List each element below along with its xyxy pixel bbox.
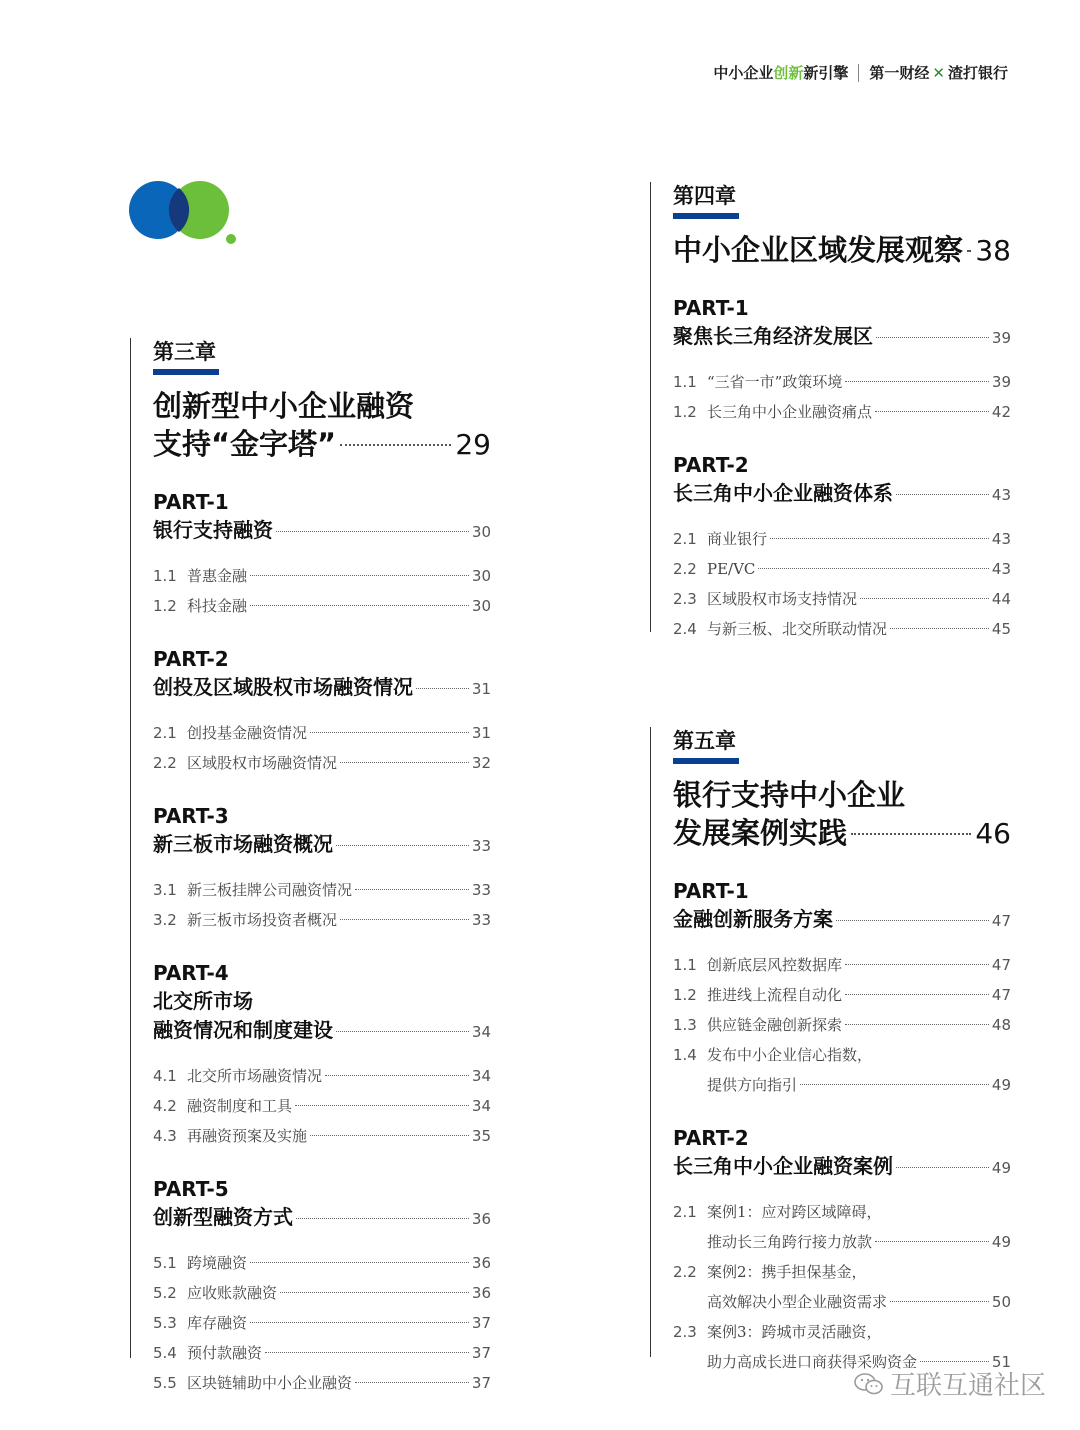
item-page: 49: [991, 1076, 1011, 1094]
item-text: 案例2：携手担保基金，: [707, 1263, 867, 1281]
toc-item: [673, 614, 1011, 644]
leader-dots: [340, 444, 451, 446]
ch4-part1: [673, 294, 1011, 427]
toc-item: [153, 875, 491, 905]
leader-dots: [896, 1167, 989, 1168]
item-text: 跨境融资: [187, 1254, 248, 1272]
chapter3-bar: [153, 369, 219, 375]
chapter4-title: 中小企业区域发展观察: [673, 233, 964, 267]
part-title: 创新型融资方式: [153, 1205, 293, 1229]
header-part2: 创新: [773, 64, 804, 82]
toc-item: [153, 561, 491, 591]
item-page: 31: [471, 724, 491, 742]
item-text: 助力高成长进口商获得采购资金: [707, 1353, 918, 1371]
watermark: [854, 1365, 1046, 1402]
toc-item: [673, 1317, 1011, 1347]
leader-dots: [250, 1322, 469, 1323]
item-text: 区域股权市场融资情况: [187, 754, 338, 772]
leader-dots: [758, 568, 989, 569]
item-page: 32: [471, 754, 491, 772]
chapter3-section: [130, 338, 491, 1392]
toc-item: [673, 950, 1011, 980]
item-page: 36: [471, 1254, 491, 1272]
item-page: 34: [471, 1067, 491, 1085]
item-num: 5.1: [153, 1254, 177, 1272]
leader-dots: [875, 1241, 989, 1242]
toc-item-continuation: [673, 1227, 1011, 1257]
item-text: 商业银行: [707, 530, 768, 548]
item-num: 5.3: [153, 1314, 177, 1332]
chapter4-bar: [673, 213, 739, 219]
part-page: 39: [991, 329, 1011, 347]
toc-item: [153, 718, 491, 748]
part-page: 43: [991, 486, 1011, 504]
item-page: 48: [991, 1016, 1011, 1034]
item-page: 30: [471, 567, 491, 585]
toc-item: [673, 554, 1011, 584]
ch4-part2: [673, 451, 1011, 644]
chapter5-title: [673, 776, 1011, 853]
leader-dots: [336, 1031, 469, 1032]
toc-item: [153, 905, 491, 935]
item-text: 长三角中小企业融资痛点: [707, 403, 873, 421]
part-title: 聚焦长三角经济发展区: [673, 324, 873, 348]
item-text: 区域股权市场支持情况: [707, 590, 858, 608]
leader-dots: [265, 1352, 469, 1353]
item-page: 33: [471, 911, 491, 929]
chapter3-label: 第三章: [153, 340, 216, 364]
part-page: 49: [991, 1159, 1011, 1177]
item-text: 案例3：跨城市灵活融资，: [707, 1323, 882, 1341]
toc-item: [153, 1338, 491, 1368]
leader-dots: [770, 538, 989, 539]
item-page: 34: [471, 1097, 491, 1115]
item-num: 4.3: [153, 1127, 177, 1145]
item-num: 3.1: [153, 881, 177, 899]
leader-dots: [845, 964, 989, 965]
leader-dots: [896, 494, 989, 495]
leader-dots: [250, 1262, 469, 1263]
item-num: 1.1: [673, 956, 697, 974]
item-page: 37: [471, 1344, 491, 1362]
part-title: 创投及区域股权市场融资情况: [153, 675, 413, 699]
leader-dots: [355, 1382, 469, 1383]
chapter3-title-line1: 创新型中小企业融资: [153, 389, 415, 423]
item-num: 1.3: [673, 1016, 697, 1034]
chapter4-section: [650, 182, 1011, 638]
item-page: 36: [471, 1284, 491, 1302]
item-num: 2.3: [673, 590, 697, 608]
part-label: PART-5: [153, 1177, 229, 1201]
part-label: PART-4: [153, 961, 229, 985]
item-num: 1.1: [153, 567, 177, 585]
leader-dots: [336, 845, 469, 846]
wechat-icon: [854, 1372, 884, 1396]
leader-dots: [310, 732, 469, 733]
logo-circles-icon: [128, 178, 240, 246]
item-text: 区块链辅助中小企业融资: [187, 1374, 353, 1392]
item-page: 33: [471, 881, 491, 899]
chapter5-bar: [673, 758, 739, 764]
part-page: 34: [471, 1023, 491, 1041]
leader-dots: [355, 889, 469, 890]
item-num: 2.1: [673, 530, 697, 548]
chapter5-title-line1: 银行支持中小企业: [673, 778, 906, 812]
toc-item: [673, 584, 1011, 614]
leader-dots: [325, 1075, 469, 1076]
leader-dots: [310, 1135, 469, 1136]
ch3-part2: [153, 645, 491, 778]
ch3-part4: [153, 959, 491, 1151]
item-text: 新三板市场投资者概况: [187, 911, 338, 929]
item-text: 应收账款融资: [187, 1284, 278, 1302]
item-num: 1.2: [153, 597, 177, 615]
item-num: 1.1: [673, 373, 697, 391]
item-page: 35: [471, 1127, 491, 1145]
leader-dots: [845, 994, 989, 995]
leader-dots: [836, 920, 989, 921]
header-part1: 中小企业: [713, 64, 774, 82]
leader-dots: [340, 919, 469, 920]
item-num: 1.4: [673, 1046, 697, 1064]
leader-dots: [800, 1084, 989, 1085]
item-num: 5.2: [153, 1284, 177, 1302]
part-title: 长三角中小企业融资案例: [673, 1154, 893, 1178]
chapter4-page: 38: [975, 234, 1011, 267]
item-page: 37: [471, 1314, 491, 1332]
chapter3-title-line2: 支持“金字塔”: [153, 427, 337, 461]
item-page: 44: [991, 590, 1011, 608]
leader-dots: [876, 337, 989, 338]
leader-dots: [276, 531, 469, 532]
leader-dots: [920, 1361, 989, 1362]
page-header: [713, 62, 1008, 83]
item-text: 提供方向指引: [707, 1076, 798, 1094]
item-text: 供应链金融创新探索: [707, 1016, 843, 1034]
part-page: 47: [991, 912, 1011, 930]
part-title: 融资情况和制度建设: [153, 1018, 333, 1042]
toc-item: [673, 367, 1011, 397]
ch3-part5: [153, 1175, 491, 1398]
item-text: “三省一市”政策环境: [707, 373, 843, 391]
leader-dots: [250, 605, 469, 606]
toc-item: [673, 524, 1011, 554]
item-num: 4.2: [153, 1097, 177, 1115]
leader-dots: [416, 688, 469, 689]
leader-dots: [860, 598, 989, 599]
chapter5-section: [650, 727, 1011, 1371]
item-text: 预付款融资: [187, 1344, 263, 1362]
header-cross: ✕: [932, 63, 945, 82]
leader-dots: [851, 833, 971, 835]
ch3-part3: [153, 802, 491, 935]
chapter4-title-row: [673, 231, 1011, 270]
toc-item: [153, 591, 491, 621]
item-text: 案例1：应对跨区域障碍，: [707, 1203, 882, 1221]
part-page: 31: [471, 680, 491, 698]
item-text: 与新三板、北交所联动情况: [707, 620, 888, 638]
part-label: PART-2: [153, 647, 229, 671]
header-part3: 新引擎: [803, 64, 849, 82]
item-num: 2.2: [673, 560, 697, 578]
chapter4-label: 第四章: [673, 184, 736, 208]
item-num: 1.2: [673, 403, 697, 421]
leader-dots: [845, 1024, 989, 1025]
toc-item: [673, 1197, 1011, 1227]
watermark-text: 互联互通社区: [889, 1371, 1046, 1401]
part-page: 33: [471, 837, 491, 855]
item-num: 2.4: [673, 620, 697, 638]
item-num: 2.2: [153, 754, 177, 772]
item-num: 5.4: [153, 1344, 177, 1362]
item-text: 发布中小企业信心指数，: [707, 1046, 873, 1064]
item-text: 北交所市场融资情况: [187, 1067, 323, 1085]
item-page: 50: [991, 1293, 1011, 1311]
item-page: 47: [991, 956, 1011, 974]
item-text: 再融资预案及实施: [187, 1127, 308, 1145]
part-label: PART-2: [673, 1126, 749, 1150]
toc-item: [153, 748, 491, 778]
toc-item: [673, 1010, 1011, 1040]
item-page: 43: [991, 560, 1011, 578]
leader-dots: [296, 1218, 469, 1219]
ch5-part2: [673, 1124, 1011, 1377]
part-title: 长三角中小企业融资体系: [673, 481, 893, 505]
toc-item: [153, 1121, 491, 1151]
item-num: 4.1: [153, 1067, 177, 1085]
item-text: 普惠金融: [187, 567, 248, 585]
part-title: 新三板市场融资概况: [153, 832, 333, 856]
item-page: 45: [991, 620, 1011, 638]
item-page: 30: [471, 597, 491, 615]
item-text: 新三板挂牌公司融资情况: [187, 881, 353, 899]
item-page: 37: [471, 1374, 491, 1392]
item-num: 2.1: [673, 1203, 697, 1221]
leader-dots: [890, 628, 989, 629]
toc-item: [153, 1091, 491, 1121]
leader-dots: [280, 1292, 469, 1293]
ch5-part1: [673, 877, 1011, 1100]
leader-dots: [967, 250, 971, 252]
part-title: 金融创新服务方案: [673, 907, 833, 931]
header-brand2: 渣打银行: [947, 64, 1008, 82]
item-text: 推进线上流程自动化: [707, 986, 843, 1004]
part-label: PART-1: [673, 296, 749, 320]
item-num: 2.2: [673, 1263, 697, 1281]
item-num: 5.5: [153, 1374, 177, 1392]
chapter3-page: 29: [455, 428, 491, 461]
leader-dots: [295, 1105, 469, 1106]
chapter3-title: [153, 387, 491, 464]
toc-item: [673, 1040, 1011, 1070]
item-page: 47: [991, 986, 1011, 1004]
item-page: 51: [991, 1353, 1011, 1371]
part-title: 银行支持融资: [153, 518, 273, 542]
toc-item: [673, 397, 1011, 427]
chapter5-label: 第五章: [673, 729, 736, 753]
item-page: 42: [991, 403, 1011, 421]
leader-dots: [875, 411, 989, 412]
toc-item: [153, 1308, 491, 1338]
item-page: 43: [991, 530, 1011, 548]
item-text: 创新底层风控数据库: [707, 956, 843, 974]
item-text: 库存融资: [187, 1314, 248, 1332]
leader-dots: [890, 1301, 989, 1302]
toc-item-continuation: [673, 1070, 1011, 1100]
toc-item: [153, 1368, 491, 1398]
toc-item: [153, 1278, 491, 1308]
part-label: PART-3: [153, 804, 229, 828]
toc-item: [673, 1257, 1011, 1287]
toc-item-continuation: [673, 1287, 1011, 1317]
item-num: 2.1: [153, 724, 177, 742]
header-brand1: 第一财经: [869, 64, 930, 82]
item-text: 融资制度和工具: [187, 1097, 293, 1115]
ch3-part1: [153, 488, 491, 621]
item-text: PE/VC: [707, 560, 756, 578]
item-text: 高效解决小型企业融资需求: [707, 1293, 888, 1311]
item-num: 3.2: [153, 911, 177, 929]
item-text: 推动长三角跨行接力放款: [707, 1233, 873, 1251]
part-page: 30: [471, 523, 491, 541]
item-text: 科技金融: [187, 597, 248, 615]
leader-dots: [340, 762, 469, 763]
toc-item: [153, 1061, 491, 1091]
toc-item: [153, 1248, 491, 1278]
header-divider: [858, 64, 859, 82]
leader-dots: [250, 575, 469, 576]
item-num: 1.2: [673, 986, 697, 1004]
part-page: 36: [471, 1210, 491, 1228]
part-title-line1: 北交所市场: [153, 989, 253, 1013]
chapter5-page: 46: [975, 817, 1011, 850]
toc-item: [673, 980, 1011, 1010]
part-label: PART-1: [673, 879, 749, 903]
part-label: PART-1: [153, 490, 229, 514]
item-num: 2.3: [673, 1323, 697, 1341]
item-page: 39: [991, 373, 1011, 391]
leader-dots: [845, 381, 989, 382]
chapter5-title-line2: 发展案例实践: [673, 816, 848, 850]
item-text: 创投基金融资情况: [187, 724, 308, 742]
item-page: 49: [991, 1233, 1011, 1251]
part-label: PART-2: [673, 453, 749, 477]
